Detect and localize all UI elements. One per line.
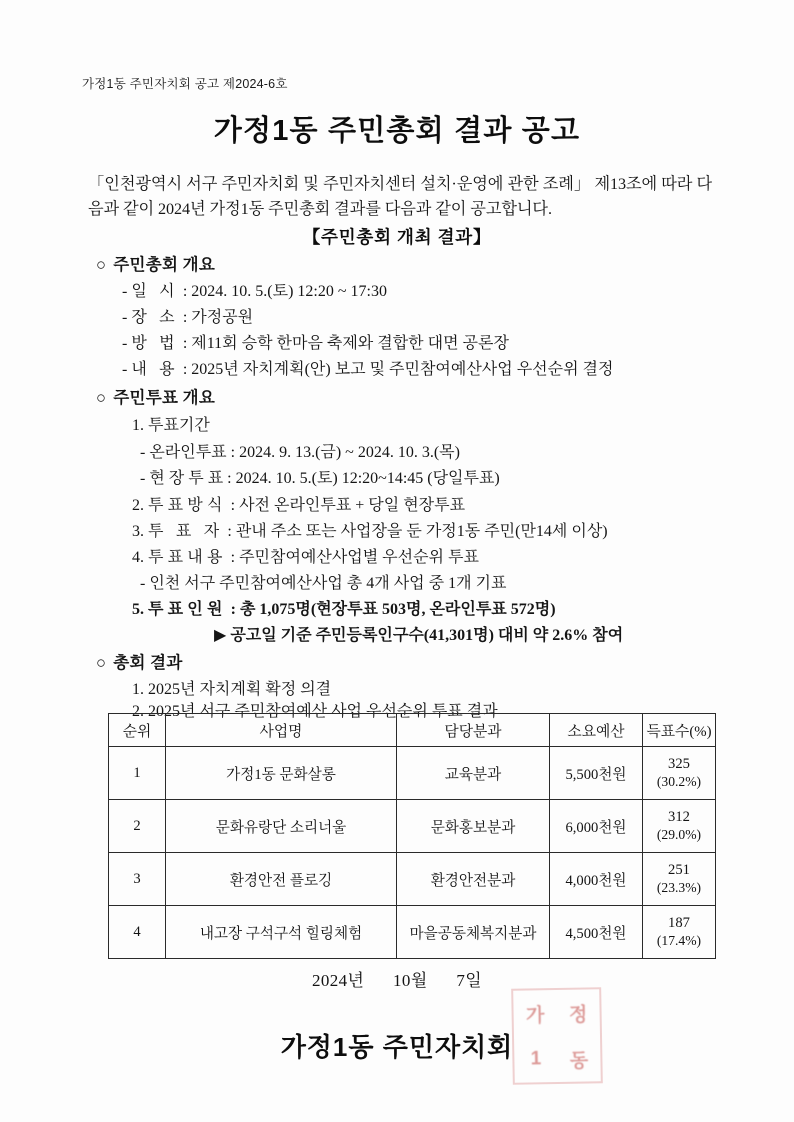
circle-marker-icon: ○	[96, 388, 107, 407]
vote-item-4	[96, 545, 479, 571]
meeting-item-place-value: 가정공원	[191, 309, 254, 326]
table-header-budget: 소요예산	[550, 714, 643, 747]
official-seal-stamp	[511, 987, 603, 1085]
vote-period-onsite	[96, 466, 500, 492]
result-item-1-value: 2025년 자치계획 확정 의결	[148, 681, 332, 698]
vote-item-2-label: 투표방식	[148, 497, 227, 514]
cell-votes	[643, 800, 716, 853]
vote-item-4-sub	[96, 571, 506, 597]
result-item-2-value: 2025년 서구 주민참여예산 사업 우선순위 투표 결과	[148, 703, 498, 720]
cell-rank: 1	[109, 747, 166, 800]
list-number: 3.	[132, 523, 144, 540]
cell-budget: 4,000천원	[550, 853, 643, 906]
cell-dept: 교육분과	[397, 747, 550, 800]
bracket-heading: 【주민총회 개최 결과】	[302, 227, 492, 247]
vote-item-3	[96, 519, 608, 545]
vote-item-1-label: 투표기간	[148, 417, 210, 434]
vote-period-online-value: 2024. 9. 13.(금) ~ 2024. 10. 3.(목)	[239, 444, 460, 461]
section-heading-vote	[96, 385, 215, 411]
dash-marker: -	[140, 444, 146, 461]
cell-budget: 6,000천원	[550, 800, 643, 853]
vote-item-4-sub-value: 인천 서구 주민참여예산사업 총 4개 사업 중 1개 기표	[149, 575, 507, 592]
cell-votes-percent: (23.3%)	[656, 880, 702, 895]
triangle-marker-icon: ▶	[214, 627, 227, 644]
footer-year: 2024년	[311, 971, 365, 990]
table-row	[109, 853, 716, 906]
separator: :	[227, 470, 232, 487]
separator: :	[182, 361, 188, 378]
table-header-rank: 순위	[109, 714, 166, 747]
vote-turnout-note	[96, 623, 623, 649]
cell-budget: 4,500천원	[550, 906, 643, 959]
vote-item-2	[96, 493, 465, 519]
meeting-item-method-value: 제11회 승학 한마음 축제와 결합한 대면 공론장	[191, 335, 509, 352]
table-row	[109, 906, 716, 959]
footer-date	[0, 966, 794, 991]
meeting-item-place	[96, 305, 253, 331]
dash-marker: -	[140, 470, 146, 487]
vote-item-4-label: 투표내용	[148, 549, 227, 566]
cell-votes-count: 312	[668, 809, 690, 825]
page-title: 가정1동 주민총회 결과 공고	[213, 115, 581, 147]
table-header-name: 사업명	[166, 714, 397, 747]
vote-item-3-value: 관내 주소 또는 사업장을 둔 가정1동 주민(만14세 이상)	[235, 523, 608, 540]
cell-votes	[643, 747, 716, 800]
list-number: 5.	[132, 601, 144, 618]
seal-char-4: 동	[569, 1049, 589, 1072]
dash-marker: -	[122, 283, 128, 300]
cell-votes-count: 187	[668, 915, 690, 931]
seal-char-3: 1	[530, 1048, 542, 1070]
separator: :	[230, 549, 236, 566]
meeting-item-content-label: 내 용	[131, 361, 179, 378]
cell-name: 환경안전 플로깅	[166, 853, 397, 906]
vote-period-onsite-value: 2024. 10. 5.(토) 12:20~14:45 (당일투표)	[235, 470, 500, 487]
separator: :	[230, 601, 236, 618]
separator: :	[182, 283, 188, 300]
table-header-row	[109, 714, 716, 747]
vote-item-5	[96, 597, 556, 623]
section-heading-result-label: 총회 결과	[113, 653, 183, 672]
cell-dept: 문화홍보분과	[397, 800, 550, 853]
vote-item-2-value: 사전 온라인투표 + 당일 현장투표	[239, 497, 466, 514]
cell-name: 가정1동 문화살롱	[166, 747, 397, 800]
vote-item-3-label: 투 표 자	[148, 523, 224, 540]
list-number: 1.	[132, 417, 144, 434]
vote-period-online-label: 온라인투표	[149, 444, 227, 461]
meeting-item-place-label: 장 소	[131, 309, 179, 326]
vote-item-5-value: 총 1,075명(현장투표 503명, 온라인투표 572명)	[239, 601, 556, 618]
meeting-item-content-value: 2025년 자치계획(안) 보고 및 주민참여예산사업 우선순위 결정	[191, 361, 614, 378]
meeting-item-datetime-value: 2024. 10. 5.(토) 12:20 ~ 17:30	[191, 283, 387, 300]
table-row	[109, 800, 716, 853]
cell-name: 내고장 구석구석 힐링체험	[166, 906, 397, 959]
cell-votes-percent: (29.0%)	[656, 827, 702, 842]
intro-paragraph: 「인천광역시 서구 주민자치회 및 주민자치센터 설치·운영에 관한 조례」 제13조에 따라 다음과 같이 2024년 가정1동 주민총회 결과를 다음과 같이 공고합니다.	[88, 175, 712, 218]
document-number: 가정1동 주민자치회 공고 제2024-6호	[82, 77, 288, 91]
circle-marker-icon: ○	[96, 653, 107, 672]
cell-dept: 환경안전분과	[397, 853, 550, 906]
dash-marker: -	[122, 309, 128, 326]
section-heading-meeting-label: 주민총회 개요	[113, 255, 216, 274]
cell-name: 문화유랑단 소리너울	[166, 800, 397, 853]
meeting-item-datetime-label: 일 시	[131, 283, 179, 300]
vote-period-onsite-label: 현 장 투 표	[149, 470, 224, 487]
cell-votes-percent: (17.4%)	[656, 933, 702, 948]
vote-item-1	[96, 413, 210, 439]
section-heading-meeting	[96, 252, 215, 278]
cell-dept: 마을공동체복지분과	[397, 906, 550, 959]
footer-month: 10월	[393, 971, 428, 990]
table-row	[109, 747, 716, 800]
list-number: 2.	[132, 497, 144, 514]
dash-marker: -	[122, 361, 128, 378]
cell-votes-count: 325	[668, 756, 690, 772]
dash-marker: -	[122, 335, 128, 352]
list-number: 1.	[132, 681, 144, 698]
vote-turnout-note-value: 공고일 기준 주민등록인구수(41,301명) 대비 약 2.6% 참여	[230, 627, 624, 644]
separator: :	[230, 497, 236, 514]
separator: :	[227, 523, 232, 540]
dash-marker: -	[140, 575, 146, 592]
cell-votes	[643, 906, 716, 959]
meeting-item-method-label: 방 법	[131, 335, 179, 352]
footer-signature: 가정1동 주민자치회	[280, 1032, 514, 1062]
circle-marker-icon: ○	[96, 255, 107, 274]
seal-char-2: 정	[568, 1003, 588, 1026]
vote-item-5-label: 투표인원	[148, 601, 227, 618]
meeting-item-content	[96, 357, 613, 383]
table-header-dept: 담당분과	[397, 714, 550, 747]
cell-rank: 3	[109, 853, 166, 906]
meeting-item-datetime	[96, 279, 387, 305]
separator: :	[230, 444, 236, 461]
cell-rank: 2	[109, 800, 166, 853]
meeting-item-method	[96, 331, 509, 357]
separator: :	[182, 309, 188, 326]
table-header-votes: 득표수(%)	[643, 714, 716, 747]
list-number: 4.	[132, 549, 144, 566]
list-number: 2.	[132, 703, 144, 720]
results-table	[108, 713, 716, 959]
footer-day: 7일	[456, 971, 483, 990]
separator: :	[182, 335, 188, 352]
section-heading-vote-label: 주민투표 개요	[113, 388, 216, 407]
cell-budget: 5,500천원	[550, 747, 643, 800]
cell-votes-percent: (30.2%)	[656, 774, 702, 789]
cell-votes	[643, 853, 716, 906]
section-heading-result	[96, 650, 183, 676]
vote-period-online	[96, 440, 460, 466]
seal-char-1: 가	[525, 1004, 545, 1027]
cell-votes-count: 251	[668, 862, 690, 878]
cell-rank: 4	[109, 906, 166, 959]
vote-item-4-value: 주민참여예산사업별 우선순위 투표	[239, 549, 479, 566]
